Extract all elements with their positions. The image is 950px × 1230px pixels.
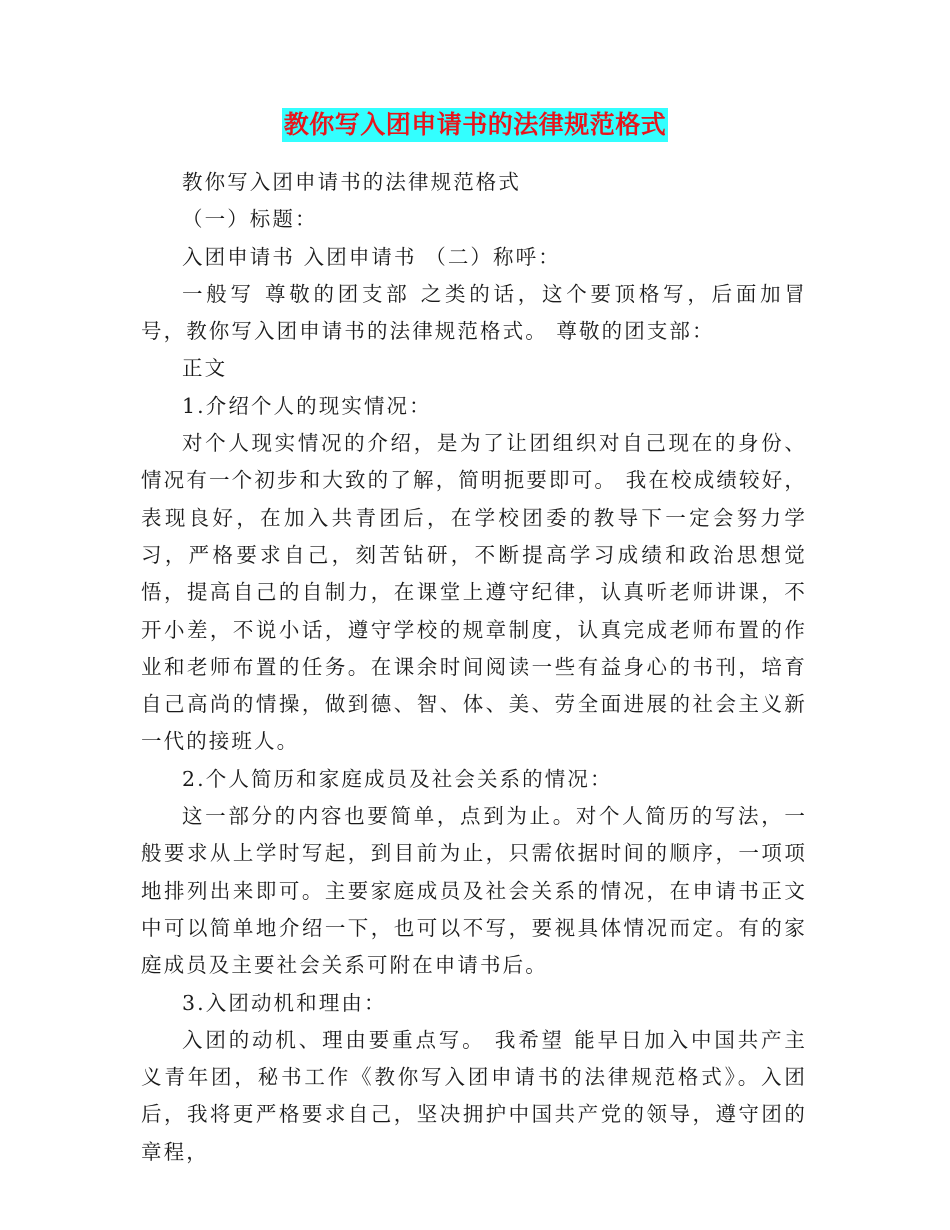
paragraph-heading-title: （一）标题：: [182, 207, 318, 232]
paragraph-section-3-text: 入团的动机、理由要重点写。 我希望 能早日加入中国共产主义青年团，秘书工作《教你写入团申请书的法律规范格式》。入团后，我将更严格要求自己，坚决拥护中国共产党的领导，遵守团的章程，: [141, 1027, 807, 1164]
paragraph-section-1-heading: 1.介绍个人的现实情况：: [182, 393, 432, 418]
document-body: [141, 164, 807, 1171]
paragraph-section-3-heading: 3.入团动机和理由：: [182, 990, 387, 1015]
document-title: 教你写入团申请书的法律规范格式: [282, 108, 669, 142]
paragraph-body-heading: 正文: [182, 356, 228, 381]
paragraph-section-1-text: 对个人现实情况的介绍，是为了让团组织对自己现在的身份、情况有一个初步和大致的了解，简明扼要即可。 我在校成绩较好，表现良好，在加入共青团后，在学校团委的教导下一定会努力学习，严格要求自己，刻苦钻研，不断提高学习成绩和政治思想觉悟，提高自己的自制力，在课堂上遵守纪律，认真听老师讲课，不开小差，不说小话，遵守学校的规章制度，认真完成老师布置的作业和老师布置的任务。在课余时间阅读一些有益身心的书刊，培育自己高尚的情操，做到德、智、体、美、劳全面进展的社会主义新一代的接班人。: [141, 431, 807, 754]
title-container: [0, 108, 950, 142]
paragraph-salutation: 一般写 尊敬的团支部 之类的话，这个要顶格写，后面加冒号，教你写入团申请书的法律规范格式。 尊敬的团支部：: [141, 281, 807, 344]
paragraph-subtitle: 教你写入团申请书的法律规范格式: [182, 170, 521, 194]
paragraph-section-2-text: 这一部分的内容也要简单，点到为止。对个人简历的写法，一般要求从上学时写起，到目前为止，只需依据时间的顺序，一项项地排列出来即可。主要家庭成员及社会关系的情况，在申请书正文中可以简单地介绍一下，也可以不写，要视具体情况而定。有的家庭成员及主要社会关系可附在申请书后。: [141, 804, 807, 978]
paragraph-title-example: 入团申请书 入团申请书 （二）称呼：: [182, 244, 561, 269]
paragraph-section-2-heading: 2.个人简历和家庭成员及社会关系的情况：: [182, 766, 613, 791]
